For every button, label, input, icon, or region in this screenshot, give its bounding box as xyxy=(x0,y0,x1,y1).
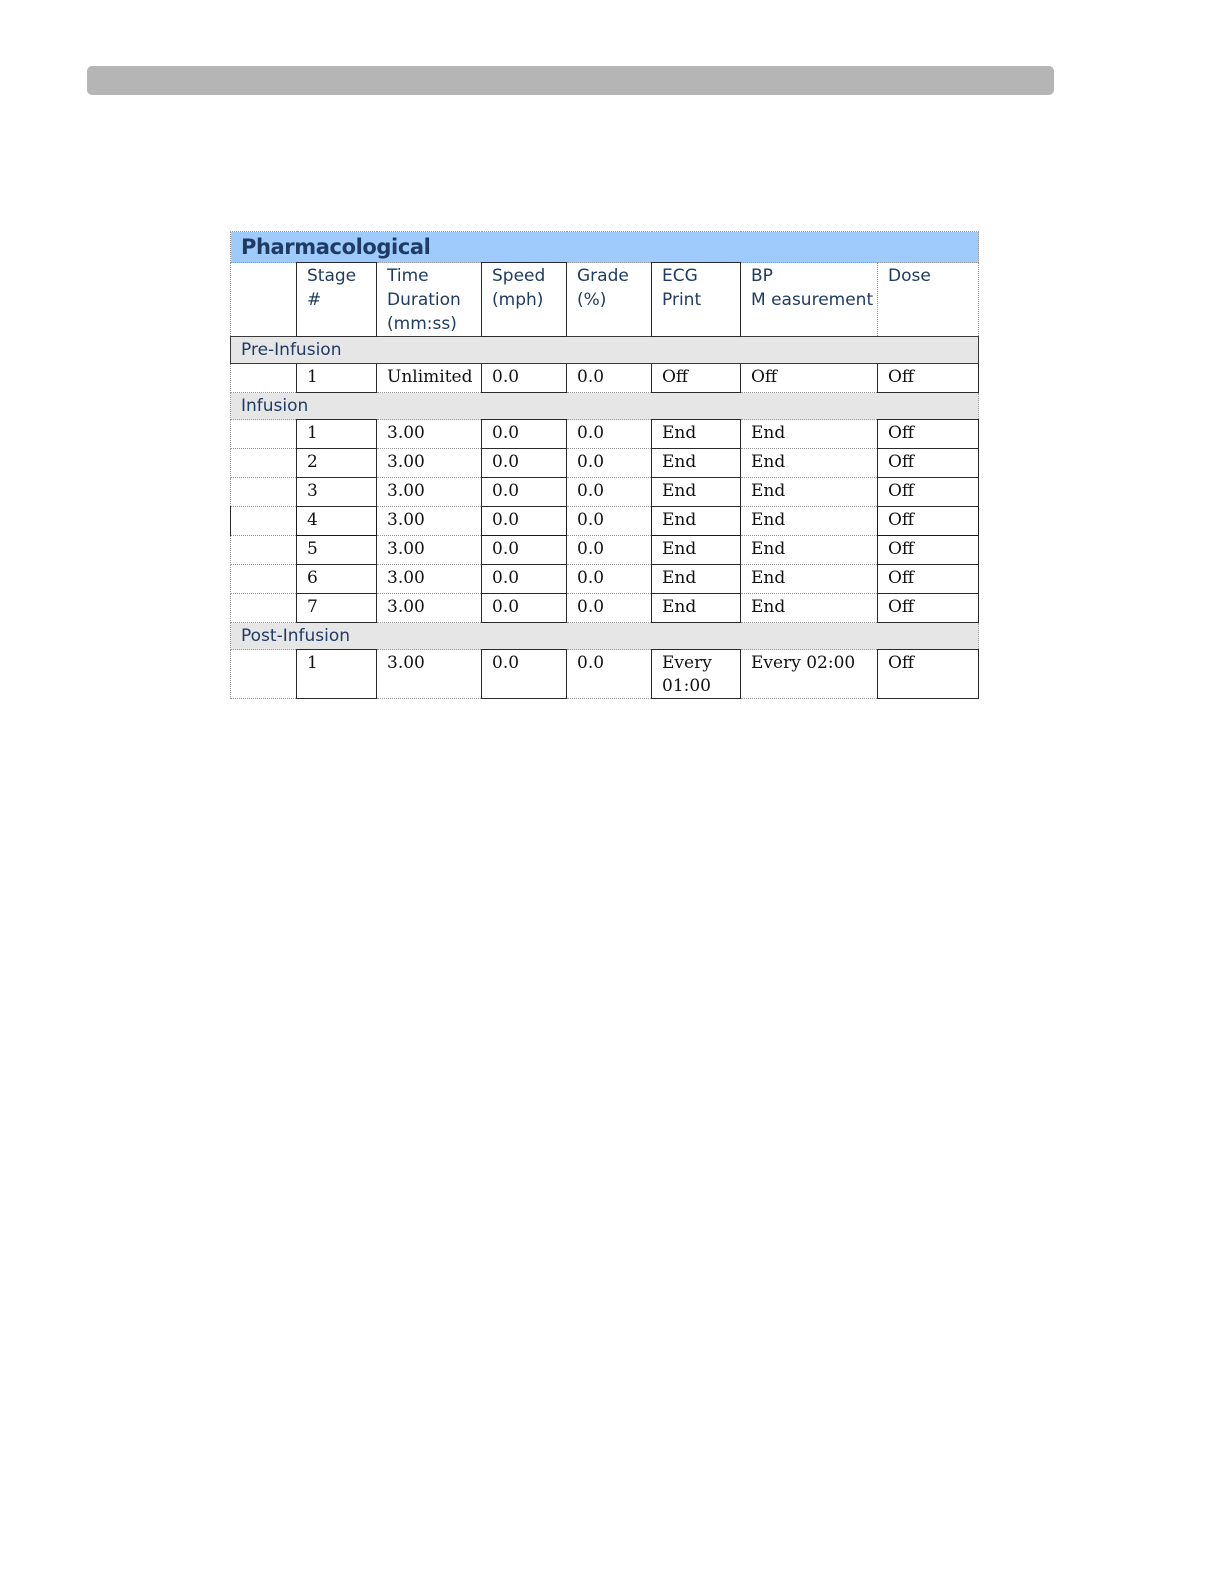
header-stage: Stage # xyxy=(297,263,377,337)
time-cell[interactable]: 3.00 xyxy=(377,650,482,699)
ecg-cell[interactable]: Every 01:00 xyxy=(652,650,741,699)
bp-cell[interactable]: End xyxy=(741,507,878,536)
dose-cell[interactable]: Off xyxy=(878,507,979,536)
dose-cell[interactable]: Off xyxy=(878,594,979,623)
time-cell[interactable]: Unlimited xyxy=(377,364,482,393)
table-row xyxy=(231,364,979,393)
grade-cell[interactable]: 0.0 xyxy=(567,536,652,565)
ecg-cell[interactable]: End xyxy=(652,565,741,594)
bp-cell[interactable]: End xyxy=(741,420,878,449)
table-row xyxy=(231,650,979,699)
grade-cell[interactable]: 0.0 xyxy=(567,507,652,536)
dose-cell[interactable]: Off xyxy=(878,420,979,449)
dose-cell[interactable]: Off xyxy=(878,536,979,565)
grade-cell[interactable]: 0.0 xyxy=(567,594,652,623)
dose-cell[interactable]: Off xyxy=(878,650,979,699)
time-cell[interactable]: 3.00 xyxy=(377,449,482,478)
stage-cell[interactable]: 6 xyxy=(297,565,377,594)
speed-cell[interactable]: 0.0 xyxy=(482,507,567,536)
ecg-cell[interactable]: End xyxy=(652,536,741,565)
time-cell[interactable]: 3.00 xyxy=(377,507,482,536)
speed-cell[interactable]: 0.0 xyxy=(482,565,567,594)
bp-cell[interactable]: Off xyxy=(741,364,878,393)
column-header-row xyxy=(231,263,979,337)
grade-cell[interactable]: 0.0 xyxy=(567,449,652,478)
speed-cell[interactable]: 0.0 xyxy=(482,536,567,565)
speed-cell[interactable]: 0.0 xyxy=(482,650,567,699)
header-dose: Dose xyxy=(878,263,979,337)
dose-cell[interactable]: Off xyxy=(878,565,979,594)
protocol-table xyxy=(230,231,979,699)
speed-cell[interactable]: 0.0 xyxy=(482,478,567,507)
bp-cell[interactable]: End xyxy=(741,565,878,594)
section-pre-infusion: Pre-Infusion xyxy=(231,337,979,364)
speed-cell[interactable]: 0.0 xyxy=(482,449,567,478)
grade-cell[interactable]: 0.0 xyxy=(567,478,652,507)
bp-cell[interactable]: End xyxy=(741,478,878,507)
grade-cell[interactable]: 0.0 xyxy=(567,420,652,449)
table-row xyxy=(231,420,979,449)
header-ecg-print: ECG Print xyxy=(652,263,741,337)
bp-cell[interactable]: End xyxy=(741,536,878,565)
bp-cell[interactable]: End xyxy=(741,449,878,478)
header-speed: Speed (mph) xyxy=(482,263,567,337)
section-post-infusion: Post-Infusion xyxy=(231,623,979,650)
table-row-selected xyxy=(231,507,979,536)
stage-cell[interactable]: 1 xyxy=(297,364,377,393)
time-cell[interactable]: 3.00 xyxy=(377,594,482,623)
dose-cell[interactable]: Off xyxy=(878,364,979,393)
time-cell[interactable]: 3.00 xyxy=(377,536,482,565)
header-blank xyxy=(231,263,297,337)
ecg-cell[interactable]: End xyxy=(652,449,741,478)
stage-cell[interactable]: 5 xyxy=(297,536,377,565)
table-row xyxy=(231,536,979,565)
time-cell[interactable]: 3.00 xyxy=(377,420,482,449)
stage-cell[interactable]: 3 xyxy=(297,478,377,507)
dose-cell[interactable]: Off xyxy=(878,478,979,507)
stage-cell[interactable]: 2 xyxy=(297,449,377,478)
table-row xyxy=(231,594,979,623)
ecg-cell[interactable]: End xyxy=(652,594,741,623)
stage-cell[interactable]: 4 xyxy=(297,507,377,536)
ecg-cell[interactable]: Off xyxy=(652,364,741,393)
header-bp-measurement: BP M easurement xyxy=(741,263,878,337)
bp-cell[interactable]: End xyxy=(741,594,878,623)
grade-cell[interactable]: 0.0 xyxy=(567,650,652,699)
speed-cell[interactable]: 0.0 xyxy=(482,364,567,393)
grade-cell[interactable]: 0.0 xyxy=(567,565,652,594)
protocol-title: Pharmacological xyxy=(231,232,979,263)
table-row xyxy=(231,449,979,478)
time-cell[interactable]: 3.00 xyxy=(377,478,482,507)
table-row xyxy=(231,565,979,594)
table-row xyxy=(231,478,979,507)
speed-cell[interactable]: 0.0 xyxy=(482,420,567,449)
header-time-duration: Time Duration (mm:ss) xyxy=(377,263,482,337)
speed-cell[interactable]: 0.0 xyxy=(482,594,567,623)
stage-cell[interactable]: 1 xyxy=(297,420,377,449)
ecg-cell[interactable]: End xyxy=(652,478,741,507)
ecg-cell[interactable]: End xyxy=(652,507,741,536)
stage-cell[interactable]: 1 xyxy=(297,650,377,699)
grade-cell[interactable]: 0.0 xyxy=(567,364,652,393)
dose-cell[interactable]: Off xyxy=(878,449,979,478)
header-grade: Grade (%) xyxy=(567,263,652,337)
page-header-bar xyxy=(87,66,1054,95)
time-cell[interactable]: 3.00 xyxy=(377,565,482,594)
stage-cell[interactable]: 7 xyxy=(297,594,377,623)
ecg-cell[interactable]: End xyxy=(652,420,741,449)
section-infusion: Infusion xyxy=(231,393,979,420)
bp-cell[interactable]: Every 02:00 xyxy=(741,650,878,699)
